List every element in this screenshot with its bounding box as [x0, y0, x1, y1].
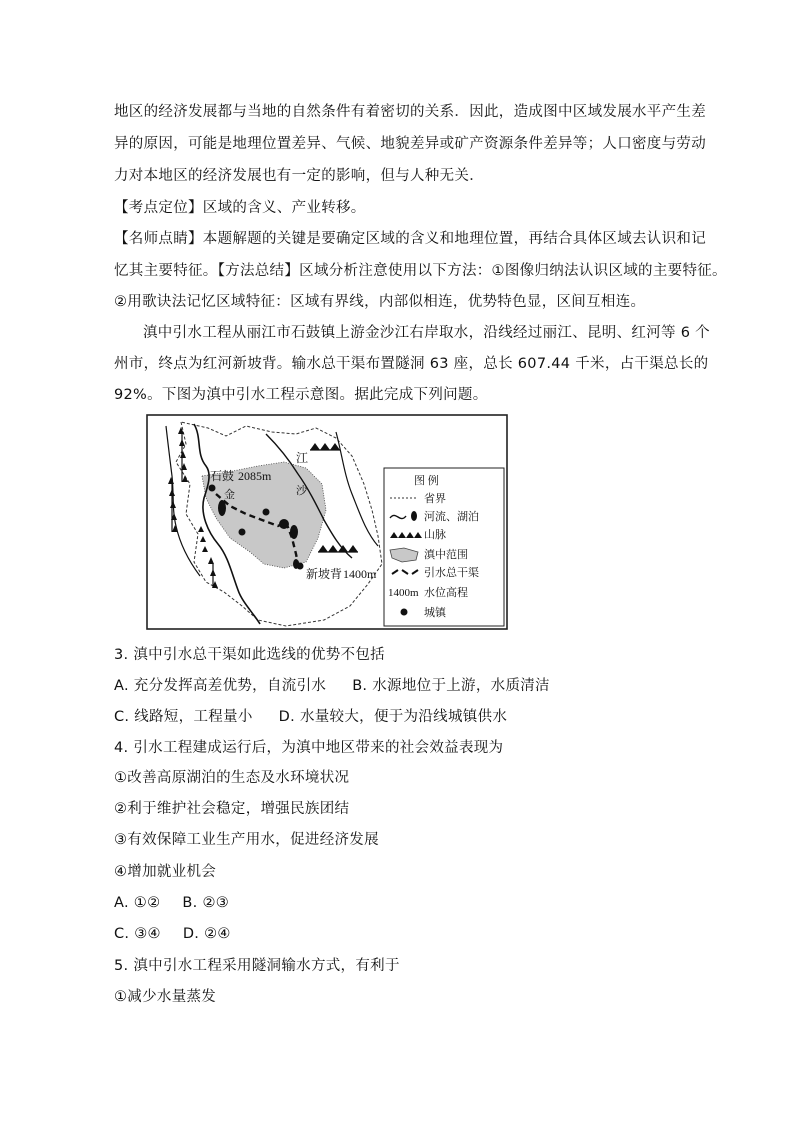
- para1-line-3: 力对本地区的经济发展也有一定的影响，但与人种无关．: [114, 168, 484, 184]
- q3-option-d[interactable]: D. 水量较大，便于为沿线城镇供水: [278, 709, 508, 725]
- label-sha: 沙: [296, 485, 307, 497]
- q4-option-c[interactable]: C. ③④: [114, 926, 161, 942]
- q4-options-row-1: [114, 893, 229, 913]
- label-jiang: 江: [296, 451, 309, 465]
- kaodian-line: 【考点定位】区域的含义、产业转移。: [114, 200, 366, 216]
- legend-label-main-canal: 引水总干渠: [424, 567, 479, 579]
- label-shigu-elevation: 2085m: [238, 469, 272, 483]
- legend-label-province-boundary: 省界: [424, 493, 446, 505]
- q5-item-1: ①减少水量蒸发: [114, 989, 217, 1005]
- q4-options-row-2: [114, 924, 231, 944]
- legend-title: 图 例: [414, 475, 439, 487]
- q4-option-b[interactable]: B. ②③: [182, 895, 230, 911]
- q5-stem: 5. 滇中引水工程采用隧洞输水方式，有利于: [114, 958, 400, 974]
- legend-symbol-town: [401, 609, 408, 616]
- town-chuxiong: [263, 509, 270, 516]
- q4-option-d[interactable]: D. ②④: [182, 926, 231, 942]
- q4-stem: 4. 引水工程建成运行后，为滇中地区带来的社会效益表现为: [114, 740, 504, 756]
- intro-line-1: 滇中引水工程从丽江市石鼓镇上游金沙江右岸取水，沿线经过丽江、昆明、红河等 6 个: [143, 325, 710, 341]
- label-xinpobei-elevation: 1400m: [343, 567, 377, 581]
- legend-label-mountain: 山脉: [424, 529, 446, 541]
- town-xinpobei: [297, 563, 304, 570]
- mountain-range-4: [310, 443, 340, 450]
- q4-item-2: ②利于维护社会稳定，增强民族团结: [114, 801, 350, 817]
- q4-item-4: ④增加就业机会: [114, 864, 217, 880]
- label-xinpobei: 新坡背: [306, 567, 343, 581]
- town-dali: [239, 529, 246, 536]
- town-kunming: [279, 519, 289, 529]
- q3-stem: 3. 滇中引水总干渠如此选线的优势不包括: [114, 647, 385, 663]
- q3-options-row-1: [114, 676, 550, 696]
- para1-line-2: 异的原因，可能是地理位置差异、气候、地貌差异或矿产资源条件差异等；人口密度与劳动: [114, 136, 706, 152]
- mingshi-line-1: 【名师点睛】本题解题的关键是要确定区域的含义和地理位置，再结合具体区域去认识和记: [114, 231, 706, 247]
- intro-line-2: 州市，终点为红河新坡背。输水总干渠布置隧洞 63 座，总长 607.44 千米，占干渠总长的: [114, 356, 709, 372]
- q4-item-3: ③有效保障工业生产用水，促进经济发展: [114, 832, 379, 848]
- q3-option-b[interactable]: B. 水源地位于上游，水质清洁: [352, 678, 550, 694]
- label-shigu: 石鼓: [210, 469, 235, 483]
- label-jin: 金: [224, 489, 235, 501]
- para1-line-1: 地区的经济发展都与当地的自然条件有着密切的关系．因此，造成图中区域发展水平产生差: [114, 104, 706, 120]
- legend-symbol-water-level: 1400m: [388, 587, 419, 599]
- legend-label-central-region: 滇中范围: [424, 549, 468, 561]
- q4-option-a[interactable]: A. ①②: [114, 895, 161, 911]
- intro-line-3: 92%。下图为滇中引水工程示意图。据此完成下列问题。: [114, 387, 488, 403]
- mingshi-line-3: ②用歌诀法记忆区域特征：区域有界线，内部似相连，优势特色显，区间互相连。: [114, 294, 646, 310]
- q3-options-row-2: [114, 707, 507, 727]
- legend-label-town: 城镇: [424, 607, 446, 619]
- q3-option-a[interactable]: A. 充分发挥高差优势，自流引水: [114, 678, 327, 694]
- legend-label-river-lake: 河流、湖泊: [424, 511, 479, 523]
- q3-option-c[interactable]: C. 线路短，工程量小: [114, 709, 253, 725]
- town-shigu: [209, 485, 216, 492]
- yunnan-water-diversion-map: [146, 414, 508, 630]
- map-legend: [384, 468, 504, 626]
- q4-item-1: ①改善高原湖泊的生态及水环境状况: [114, 770, 350, 786]
- legend-label-water-level: 水位高程: [424, 587, 468, 599]
- mingshi-line-2: 忆其主要特征。【方法总结】区域分析注意使用以下方法：①图像归纳法认识区域的主要特征。: [114, 263, 727, 279]
